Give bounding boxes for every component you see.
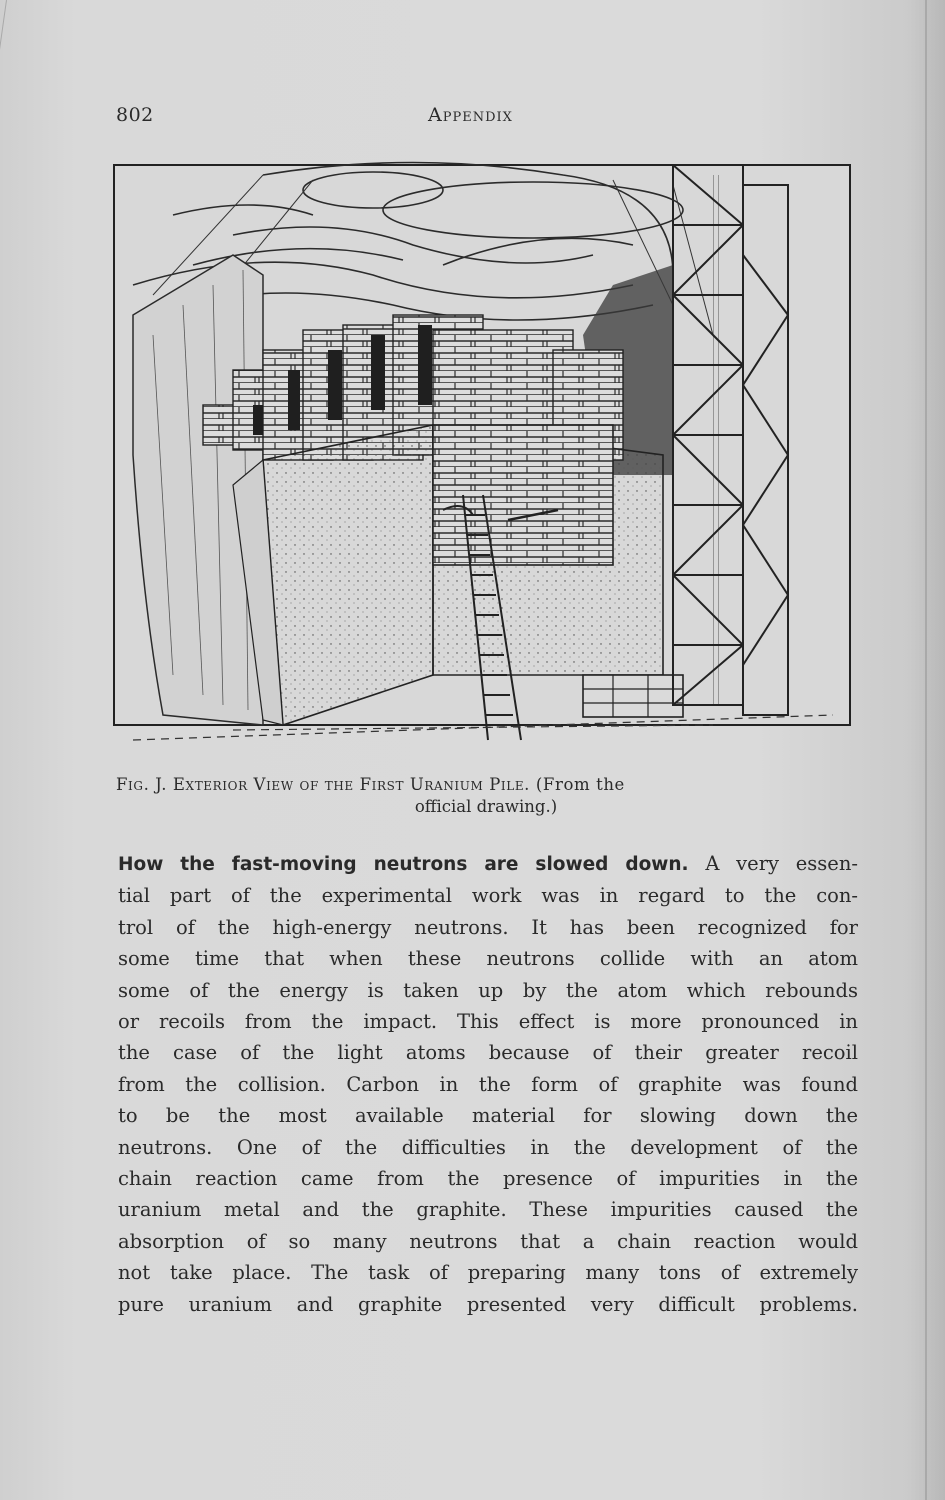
- paragraph-line-text: A very essen-: [705, 852, 858, 875]
- paragraph-line: the case of the light atoms because of their greater recoil: [118, 1041, 858, 1065]
- paragraph-line: absorption of so many neutrons that a chain reaction would: [118, 1229, 858, 1253]
- page-number: 802: [116, 104, 154, 126]
- running-head: Appendix: [428, 104, 513, 126]
- paragraph-line: some time that when these neutrons collide with an atom: [118, 947, 858, 971]
- caption-source-a: (From the: [535, 775, 625, 794]
- paragraph-line: some of the energy is taken up by the atom which rebounds: [118, 978, 858, 1002]
- paragraph-line: neutrons. One of the difficulties in the development of the: [118, 1135, 858, 1159]
- section-heading: How the fast-moving neutrons are slowed down.: [118, 854, 689, 875]
- paragraph-line: pure uranium and graphite presented very difficult problems.: [118, 1292, 858, 1316]
- paragraph-line: trol of the high-energy neutrons. It has been recognized for: [118, 915, 858, 939]
- caption-line-1: [116, 774, 856, 796]
- paragraph-line-1: [118, 848, 858, 880]
- paragraph-line: from the collision. Carbon in the form of graphite was found: [118, 1072, 858, 1096]
- paragraph-line: chain reaction came from the presence of impurities in the: [118, 1167, 858, 1191]
- section-body: [118, 848, 858, 1320]
- paragraph-line: to be the most available material for slowing down the: [118, 1104, 858, 1128]
- figure-illustration: [113, 155, 855, 747]
- uranium-pile-drawing: [113, 155, 855, 747]
- paragraph-line: not take place. The task of preparing many tons of extremely: [118, 1261, 858, 1285]
- paragraph-line: tial part of the experimental work was in regard to the con-: [118, 884, 858, 908]
- page-header: [116, 104, 856, 128]
- caption-source-b: official drawing.): [414, 797, 558, 816]
- page-edge-shadow: [925, 0, 927, 1500]
- figure-caption: [116, 774, 856, 818]
- paragraph-line: uranium metal and the graphite. These impurities caused the: [118, 1198, 858, 1222]
- paragraph-line: or recoils from the impact. This effect is more pronounced in: [118, 1010, 858, 1034]
- caption-label: Fig. J.: [116, 775, 168, 794]
- caption-title: Exterior View of the First Uranium Pile.: [172, 775, 531, 794]
